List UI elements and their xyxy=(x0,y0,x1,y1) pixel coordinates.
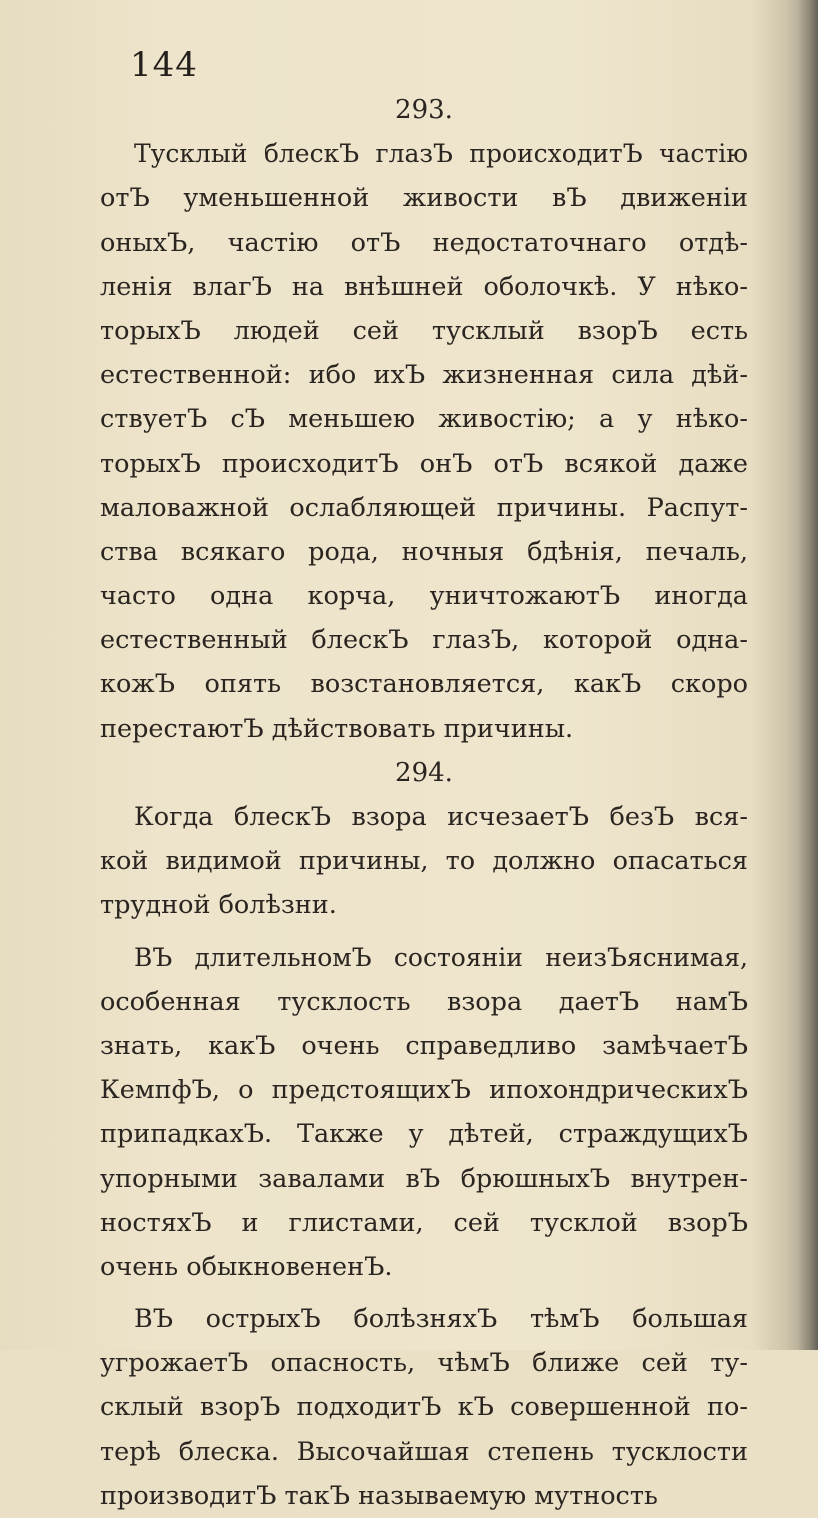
text-line: ства всякаго рода, ночныя бдѣнія, печаль, xyxy=(100,536,748,567)
text-line: торыхЪ людей сей тусклый взорЪ есть xyxy=(100,315,748,346)
text-line: трудной болѣзни. xyxy=(100,890,337,921)
text-line: КемпфЪ, о предстоящихЪ ипохондрическихЪ xyxy=(100,1075,748,1106)
spine-shadow xyxy=(798,0,818,1350)
paragraph xyxy=(100,936,748,1290)
text-line: ВЪ острыхЪ болѣзняхЪ тѣмЪ большая xyxy=(134,1304,748,1335)
page-number: 144 xyxy=(130,45,198,85)
text-line: часто одна корча, уничтожаютЪ иногда xyxy=(100,581,748,612)
text-line: припадкахЪ. Также у дѣтей, страждущихЪ xyxy=(100,1119,748,1150)
text-line: естественный блескЪ глазЪ, которой одна- xyxy=(100,625,748,656)
text-line: естественной: ибо ихЪ жизненная сила дѣй- xyxy=(100,360,748,391)
text-line: отЪ уменьшенной живости вЪ движеніи xyxy=(100,183,748,214)
page-text xyxy=(100,88,748,1518)
text-line: кой видимой причины, то должно опасаться xyxy=(100,846,748,877)
text-line: терѣ блеска. Высочайшая степень тусклости xyxy=(100,1436,748,1467)
paragraph-gap xyxy=(100,1289,748,1297)
paragraph xyxy=(100,132,748,751)
paragraph xyxy=(100,795,748,928)
text-line: упорными завалами вЪ брюшныхЪ внутрен- xyxy=(100,1163,748,1194)
text-line: очень обыкновененЪ. xyxy=(100,1251,393,1282)
text-line: ностяхЪ и глистами, сей тусклой взорЪ xyxy=(100,1207,748,1238)
text-line: Тусклый блескЪ глазЪ происходитЪ частію xyxy=(134,139,748,169)
text-line: знать, какЪ очень справедливо замѣчаетЪ xyxy=(100,1030,748,1061)
paragraph-gap xyxy=(100,928,748,936)
text-line: торыхЪ происходитЪ онЪ отЪ всякой даже xyxy=(100,448,748,479)
text-line: склый взорЪ подходитЪ кЪ совершенной по- xyxy=(100,1392,748,1423)
text-line: перестаютЪ дѣйствовать причины. xyxy=(100,713,574,744)
text-line: маловажной ослабляющей причины. Распут- xyxy=(100,492,748,523)
section-number: 294. xyxy=(395,757,453,788)
text-line: кожЪ опять возстановляется, какЪ скоро xyxy=(100,669,748,700)
text-line: особенная тусклость взора даетЪ намЪ xyxy=(100,986,748,1017)
text-line: оныхЪ, частію отЪ недостаточнаго отдѣ- xyxy=(100,227,748,258)
section-number: 293. xyxy=(395,95,453,125)
text-line: ленія влагЪ на внѣшней оболочкѣ. У нѣко- xyxy=(100,271,748,302)
text-line: ствуетЪ сЪ меньшею живостію; а у нѣко- xyxy=(100,404,748,435)
text-line: ВЪ длительномЪ состояніи неизЪяснимая, xyxy=(134,942,748,972)
text-line: производитЪ такЪ называемую мутность xyxy=(100,1480,658,1511)
text-line: Когда блескЪ взора исчезаетЪ безЪ вся- xyxy=(134,802,748,832)
paragraph xyxy=(100,1297,748,1518)
text-line: угрожаетЪ опасность, чѣмЪ ближе сей ту- xyxy=(100,1348,748,1379)
